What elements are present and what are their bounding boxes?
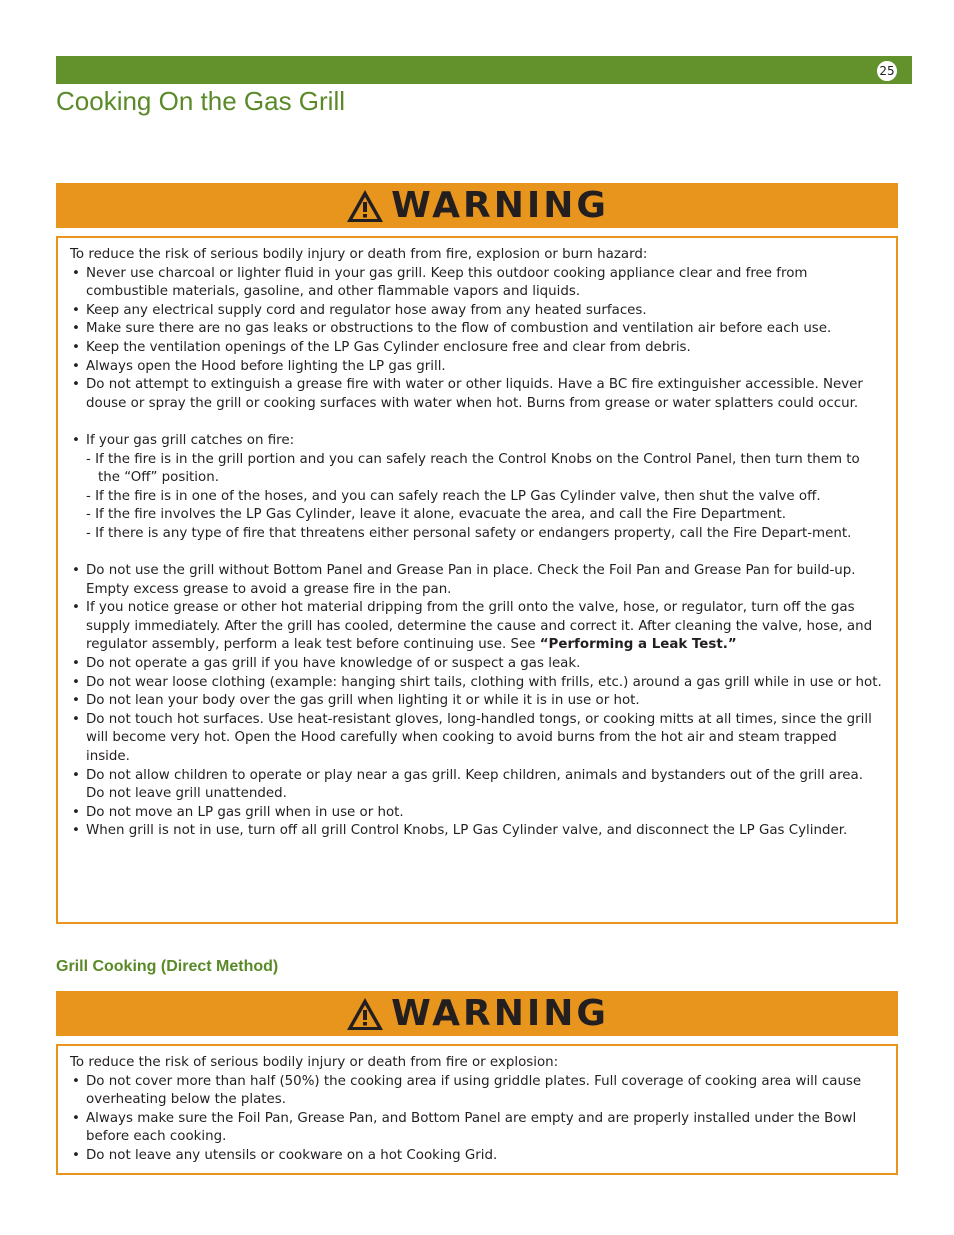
warning-bullet: • Do not leave any utensils or cookware on a hot Cooking Grid. (70, 1147, 884, 1166)
warning-triangle-icon (345, 188, 385, 224)
warning-bullet: • Never use charcoal or lighter fluid in your gas grill. Keep this outdoor cooking appliance clear and free from combustible materials, gasoline, and other flammable vapors and liquids. (70, 265, 884, 302)
warning-bullet: • Do not attempt to extinguish a grease fire with water or other liquids. Have a BC fire extinguisher accessible. Never douse or spray the grill or cooking surfaces with water when hot. Burns from grease or water splatters could occur. (70, 376, 884, 413)
page-title: Cooking On the Gas Grill (56, 86, 346, 116)
warning-banner (56, 183, 898, 228)
warning-bullet: • Do not use the grill without Bottom Panel and Grease Pan in place. Check the Foil Pan and Grease Pan for build-up. Empty excess grease to avoid a grease fire in the pan. (70, 562, 884, 599)
warning-label: WARNING (391, 992, 609, 1034)
leak-test-reference: “Performing a Leak Test.” (539, 637, 737, 653)
fire-item: - If the fire is in the grill portion and you can safely reach the Control Knobs on the Control Panel, then turn them to the “Off” position. (86, 451, 860, 486)
warning-bullet: • Do not wear loose clothing (example: hanging shirt tails, clothing with frills, etc.) around a gas grill while in use or hot. (70, 674, 884, 693)
warning-intro: To reduce the risk of serious bodily injury or death from fire or explosion: (70, 1055, 559, 1070)
warning-bullet (70, 599, 884, 655)
fire-item: - If the fire involves the LP Gas Cylinder, leave it alone, evacuate the area, and call the Fire Department. (86, 507, 786, 523)
warning-bullet: • Do not allow children to operate or play near a gas grill. Keep children, animals and bystanders out of the grill area. Do not leave grill unattended. (70, 767, 884, 804)
warning-bullet: • Do not operate a gas grill if you have knowledge of or suspect a gas leak. (70, 655, 884, 674)
warning-intro: To reduce the risk of serious bodily injury or death from fire, explosion or burn hazard: (70, 247, 648, 262)
header-bar (56, 56, 912, 84)
warning-bullet: • Keep any electrical supply cord and regulator hose away from any heated surfaces. (70, 302, 884, 321)
warning-bullet: • Make sure there are no gas leaks or obstructions to the flow of combustion and ventilation air before each use. (70, 320, 884, 339)
warning-bullet: • When grill is not in use, turn off all grill Control Knobs, LP Gas Cylinder valve, and disconnect the LP Gas Cylinder. (70, 822, 884, 841)
page-number: 25 (876, 60, 898, 82)
fire-item: - If the fire is in one of the hoses, and you can safely reach the LP Gas Cylinder valve, then shut the valve off. (86, 488, 821, 504)
warning-banner (56, 991, 898, 1036)
warning-box (56, 1044, 898, 1175)
warning-bullet: • Keep the ventilation openings of the LP Gas Cylinder enclosure free and clear from debris. (70, 339, 884, 358)
fire-intro: • If your gas grill catches on fire: (70, 432, 884, 451)
section-title: Grill Cooking (Direct Method) (56, 958, 279, 975)
warning-triangle-icon (345, 996, 385, 1032)
warning-label: WARNING (391, 184, 609, 226)
warning-bullet: • Do not move an LP gas grill when in use or hot. (70, 804, 884, 823)
warning-bullet: • Do not touch hot surfaces. Use heat-resistant gloves, long-handled tongs, or cooking mitts at all times, since the grill will become very hot. Open the Hood carefully when cooking to avoid burns from the hot air and steam trapped inside. (70, 711, 884, 767)
warning-bullet: • Always open the Hood before lighting the LP gas grill. (70, 358, 884, 377)
warning-box (56, 236, 898, 924)
warning-bullet: • Do not cover more than half (50%) the cooking area if using griddle plates. Full coverage of cooking area will cause overheating below the plates. (70, 1073, 884, 1110)
warning-bullet: • Do not lean your body over the gas grill when lighting it or while it is in use or hot. (70, 692, 884, 711)
fire-item: - If there is any type of fire that threatens either personal safety or endangers property, call the Fire Depart-ment. (86, 525, 852, 541)
leak-bullet-text: If you notice grease or other hot material dripping from the grill onto the valve, hose, or regulator, turn off the gas supply immediately. After the grill has cooled, determine the cause and correct it. After cleaning the valve, hose, and regulator assembly, perform a leak test before continuing use. See (86, 600, 873, 653)
warning-bullet: • Always make sure the Foil Pan, Grease Pan, and Bottom Panel are empty and are properly installed under the Bowl before each cooking. (70, 1110, 884, 1147)
